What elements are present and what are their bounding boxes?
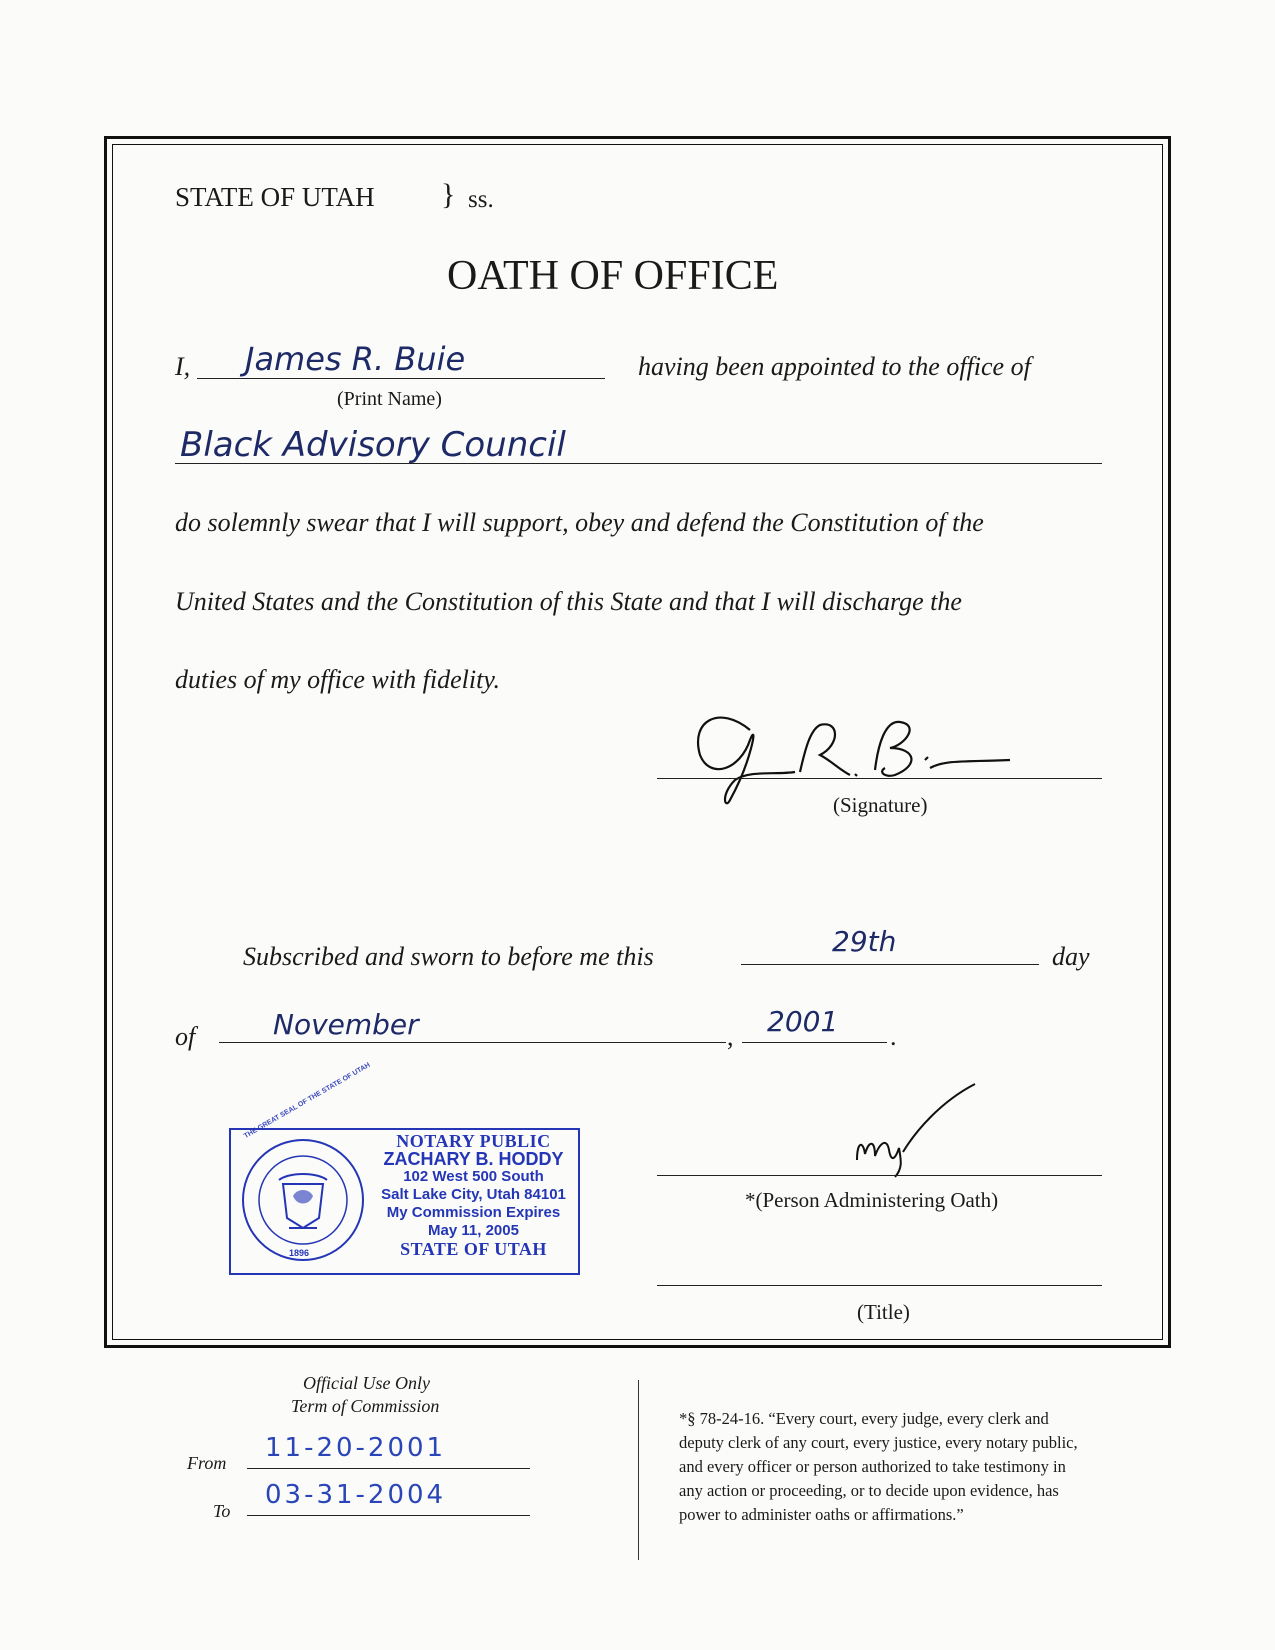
venue-state: STATE OF UTAH bbox=[175, 182, 375, 212]
year-line bbox=[742, 1042, 887, 1043]
oath-body-line-3: duties of my office with fidelity. bbox=[175, 665, 500, 694]
administrator-signature bbox=[845, 1082, 985, 1182]
appointed-text: having been appointed to the office of bbox=[638, 352, 1031, 381]
oath-body-line-2: United States and the Constitution of this State and that I will discharge the bbox=[175, 587, 962, 616]
office-value: Black Advisory Council bbox=[180, 425, 566, 465]
official-use-heading: Official Use Only bbox=[303, 1373, 430, 1393]
state-seal-icon bbox=[239, 1136, 367, 1264]
administering-caption: *(Person Administering Oath) bbox=[745, 1188, 999, 1212]
day-label: day bbox=[1052, 942, 1090, 971]
statute-line-4: any action or proceeding, or to decide upon evidence, has bbox=[679, 1481, 1059, 1500]
notary-city: Salt Lake City, Utah 84101 bbox=[381, 1186, 566, 1203]
seal-year: 1896 bbox=[289, 1248, 310, 1258]
venue-ss: ss. bbox=[468, 186, 494, 213]
administering-line bbox=[657, 1175, 1102, 1176]
day-line bbox=[741, 964, 1039, 965]
venue-brace: } bbox=[441, 178, 456, 211]
notary-stamp bbox=[229, 1061, 580, 1275]
signature-caption: (Signature) bbox=[833, 793, 928, 817]
print-name-value: James R. Buie bbox=[245, 340, 466, 378]
term-heading: Term of Commission bbox=[291, 1396, 440, 1416]
day-value: 29th bbox=[832, 925, 897, 958]
notary-street: 102 West 500 South bbox=[403, 1168, 544, 1185]
statute-line-3: and every officer or person authorized to take testimony in bbox=[679, 1457, 1066, 1476]
oath-body-line-1: do solemnly swear that I will support, obey and defend the Constitution of the bbox=[175, 508, 984, 537]
month-value: November bbox=[273, 1008, 419, 1041]
statute-line-2: deputy clerk of any court, every justice, every notary public, bbox=[679, 1433, 1078, 1452]
statute-line-5: power to administer oaths or affirmations.” bbox=[679, 1505, 964, 1524]
title-caption: (Title) bbox=[857, 1300, 910, 1324]
bottom-divider bbox=[638, 1380, 639, 1560]
notary-stamp-text bbox=[371, 1132, 576, 1258]
from-label: From bbox=[187, 1453, 227, 1473]
month-line bbox=[219, 1042, 726, 1043]
of-label: of bbox=[175, 1022, 196, 1051]
to-label: To bbox=[213, 1501, 231, 1521]
print-name-caption: (Print Name) bbox=[337, 388, 442, 410]
title-line bbox=[657, 1285, 1102, 1286]
statute-text bbox=[679, 1407, 1078, 1527]
notary-name: ZACHARY B. HODDY bbox=[383, 1149, 564, 1169]
commission-expires-date: May 11, 2005 bbox=[428, 1222, 519, 1239]
oath-prefix: I, bbox=[175, 352, 191, 381]
print-name-line bbox=[197, 378, 605, 379]
notary-public-label: NOTARY PUBLIC bbox=[396, 1131, 551, 1151]
signature-line bbox=[657, 778, 1102, 779]
year-value: 2001 bbox=[767, 1005, 839, 1038]
notary-state: STATE OF UTAH bbox=[400, 1239, 547, 1259]
year-period: . bbox=[890, 1022, 897, 1051]
to-line bbox=[247, 1515, 530, 1516]
from-line bbox=[247, 1468, 530, 1469]
statute-line-1: *§ 78-24-16. “Every court, every judge, every clerk and bbox=[679, 1409, 1049, 1428]
sworn-prefix: Subscribed and sworn to before me this bbox=[243, 942, 654, 971]
from-value: 11-20-2001 bbox=[265, 1433, 447, 1463]
seal-ring-text: THE GREAT SEAL OF THE STATE OF UTAH bbox=[243, 1061, 372, 1141]
to-value: 03-31-2004 bbox=[265, 1480, 447, 1510]
month-comma: , bbox=[727, 1022, 734, 1051]
commission-expires-label: My Commission Expires bbox=[386, 1204, 561, 1221]
page-title: OATH OF OFFICE bbox=[447, 253, 779, 299]
